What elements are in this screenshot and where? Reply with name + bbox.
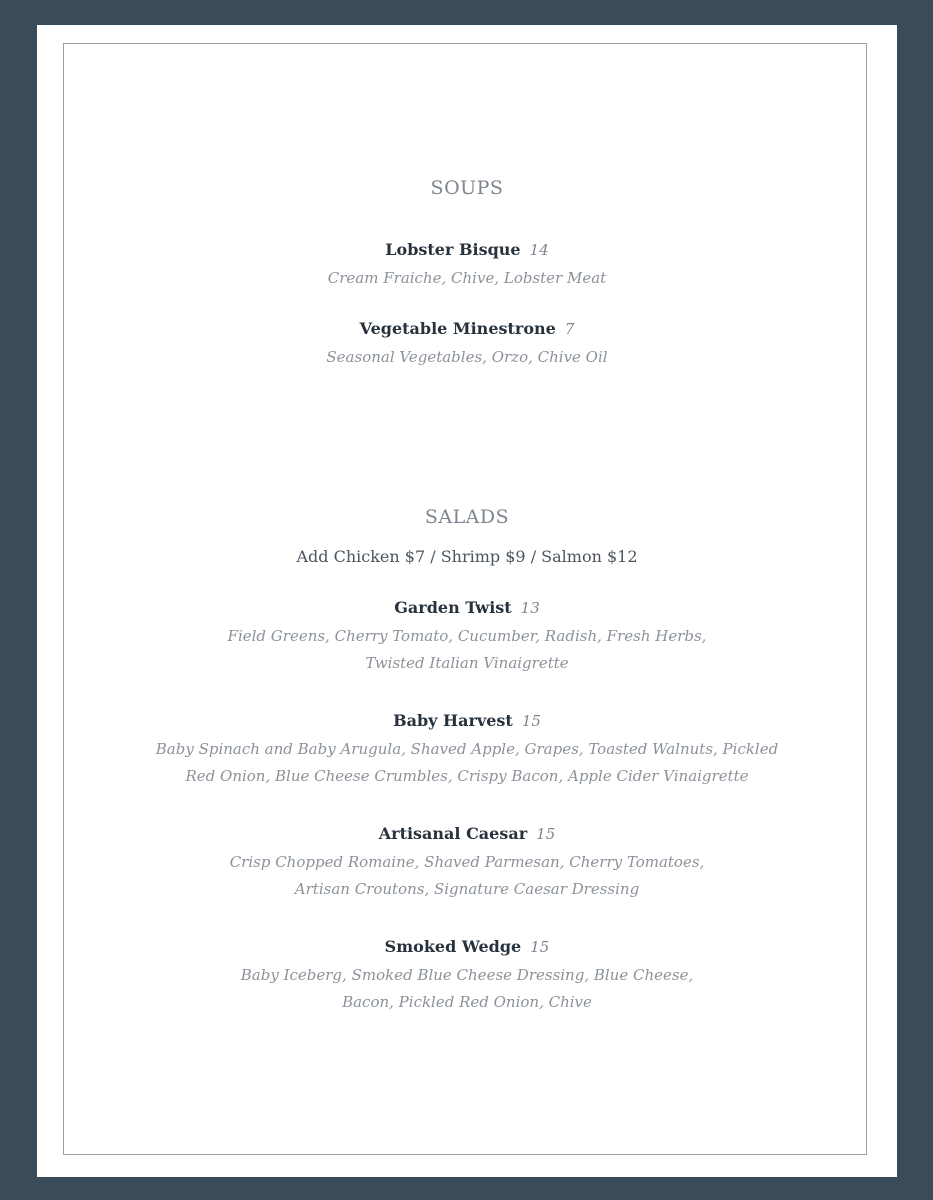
- item-name: Garden Twist: [394, 598, 512, 617]
- item-description: [37, 849, 897, 903]
- item-description-line: Baby Iceberg, Smoked Blue Cheese Dressing, Blue Cheese,: [240, 966, 694, 984]
- menu-item: [37, 318, 897, 371]
- item-name: Lobster Bisque: [385, 240, 521, 259]
- item-description: [37, 962, 897, 1016]
- item-description-line: Baby Spinach and Baby Arugula, Shaved Apple, Grapes, Toasted Walnuts, Pickled: [155, 740, 779, 758]
- salads-title: SALADS: [424, 506, 510, 528]
- item-name: Vegetable Minestrone: [359, 319, 556, 338]
- item-description-line: Bacon, Pickled Red Onion, Chive: [342, 993, 592, 1011]
- item-description-line: Field Greens, Cherry Tomato, Cucumber, Radish, Fresh Herbs,: [227, 627, 707, 645]
- item-description: [37, 623, 897, 677]
- item-description: [37, 265, 897, 292]
- soups-section: [37, 176, 897, 371]
- item-price: 7: [564, 320, 575, 338]
- menu-item: [37, 936, 897, 1016]
- menu-item: [37, 823, 897, 903]
- item-price: 14: [529, 241, 549, 259]
- item-price: 15: [536, 825, 556, 843]
- item-description-line: Crisp Chopped Romaine, Shaved Parmesan, Cherry Tomatoes,: [229, 853, 705, 871]
- item-name: Baby Harvest: [393, 711, 513, 730]
- item-price: 15: [521, 712, 541, 730]
- item-name: Smoked Wedge: [384, 937, 522, 956]
- item-price: 13: [520, 599, 540, 617]
- menu-item: [37, 239, 897, 292]
- item-description-line: Artisan Croutons, Signature Caesar Dressing: [294, 880, 640, 898]
- menu-page: [37, 25, 897, 1177]
- item-name: Artisanal Caesar: [378, 824, 528, 843]
- item-price: 15: [530, 938, 550, 956]
- item-description-line: Cream Fraiche, Chive, Lobster Meat: [327, 269, 607, 287]
- salads-section: [37, 505, 897, 1016]
- item-description-line: Twisted Italian Vinaigrette: [365, 654, 569, 672]
- item-description-line: Red Onion, Blue Cheese Crumbles, Crispy Bacon, Apple Cider Vinaigrette: [185, 767, 749, 785]
- soups-title: SOUPS: [430, 177, 504, 199]
- menu-item: [37, 710, 897, 790]
- item-description: [37, 736, 897, 790]
- salad-addons: Add Chicken $7 / Shrimp $9 / Salmon $12: [296, 547, 638, 566]
- menu-item: [37, 597, 897, 677]
- item-description: [37, 344, 897, 371]
- item-description-line: Seasonal Vegetables, Orzo, Chive Oil: [326, 348, 608, 366]
